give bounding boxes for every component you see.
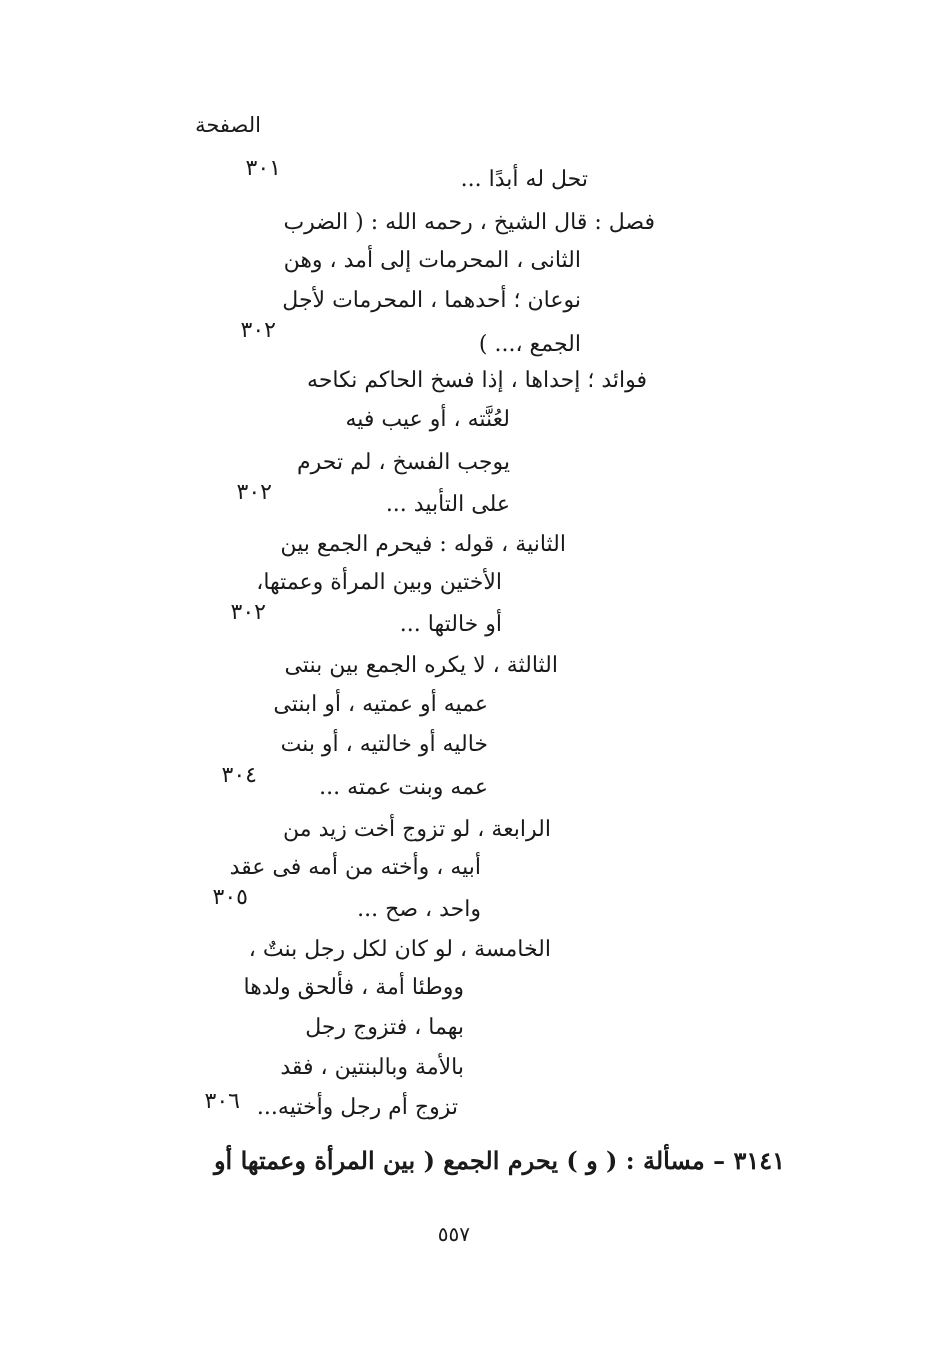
entry-page-number: ٣٠٥ (212, 885, 248, 910)
entry-line: تزوج أم رجل وأختيه... (256, 1095, 458, 1120)
entry-line: الخامسة ، لو كان لكل رجل بنتٌ ، (248, 937, 551, 962)
entry-line: الرابعة ، لو تزوج أخت زيد من (283, 817, 551, 842)
entry-line: نوعان ؛ أحدهما ، المحرمات لأجل (282, 288, 581, 313)
entry-line: عمه وبنت عمته ... (319, 775, 488, 800)
entry-line: عميه أو عمتيه ، أو ابنتى (273, 692, 488, 717)
entry-line: ووطئا أمة ، فألحق ولدها (243, 975, 464, 1000)
entry-line: أبيه ، وأخته من أمه فى عقد (229, 855, 481, 880)
entry-line: الجمع ،... ) (478, 332, 581, 357)
entry-line: الثانى ، المحرمات إلى أمد ، وهن (283, 248, 581, 273)
entry-page-number: ٣٠١ (245, 156, 281, 181)
entry-page-number: ٣٠٦ (204, 1089, 240, 1114)
entry-line: تحل له أبدًا ... (460, 167, 588, 192)
entry-page-number: ٣٠٤ (221, 763, 257, 788)
entry-line: فوائد ؛ إحداها ، إذا فسخ الحاكم نكاحه (307, 368, 647, 393)
section-heading: ٣١٤١ – مسألة : ( و ) يحرم الجمع ( بين المرأة وعمتها أو (213, 1146, 785, 1175)
entry-line: الثالثة ، لا يكره الجمع بين بنتى (284, 653, 558, 678)
entry-line: يوجب الفسخ ، لم تحرم (297, 450, 510, 475)
entry-line: بالأمة وبالبنتين ، فقد (280, 1055, 464, 1080)
page-number: ٥٥٧ (437, 1222, 470, 1246)
entry-line: لعُنَّته ، أو عيب فيه (345, 407, 510, 432)
entry-line: واحد ، صح ... (357, 897, 481, 922)
column-header-page: الصفحة (195, 113, 261, 137)
entry-line: على التأبيد ... (385, 492, 510, 517)
entry-line: خاليه أو خالتيه ، أو بنت (280, 732, 488, 757)
entry-line: الأختين وبين المرأة وعمتها، (256, 570, 502, 595)
entry-page-number: ٣٠٢ (240, 318, 276, 343)
entry-line: فصل : قال الشيخ ، رحمه الله : ( الضرب (283, 210, 655, 235)
entry-page-number: ٣٠٢ (236, 480, 272, 505)
entry-page-number: ٣٠٢ (230, 600, 266, 625)
entry-line: أو خالتها ... (399, 612, 502, 637)
entry-line: بهما ، فتزوج رجل (305, 1015, 464, 1040)
entry-line: الثانية ، قوله : فيحرم الجمع بين (280, 532, 566, 557)
